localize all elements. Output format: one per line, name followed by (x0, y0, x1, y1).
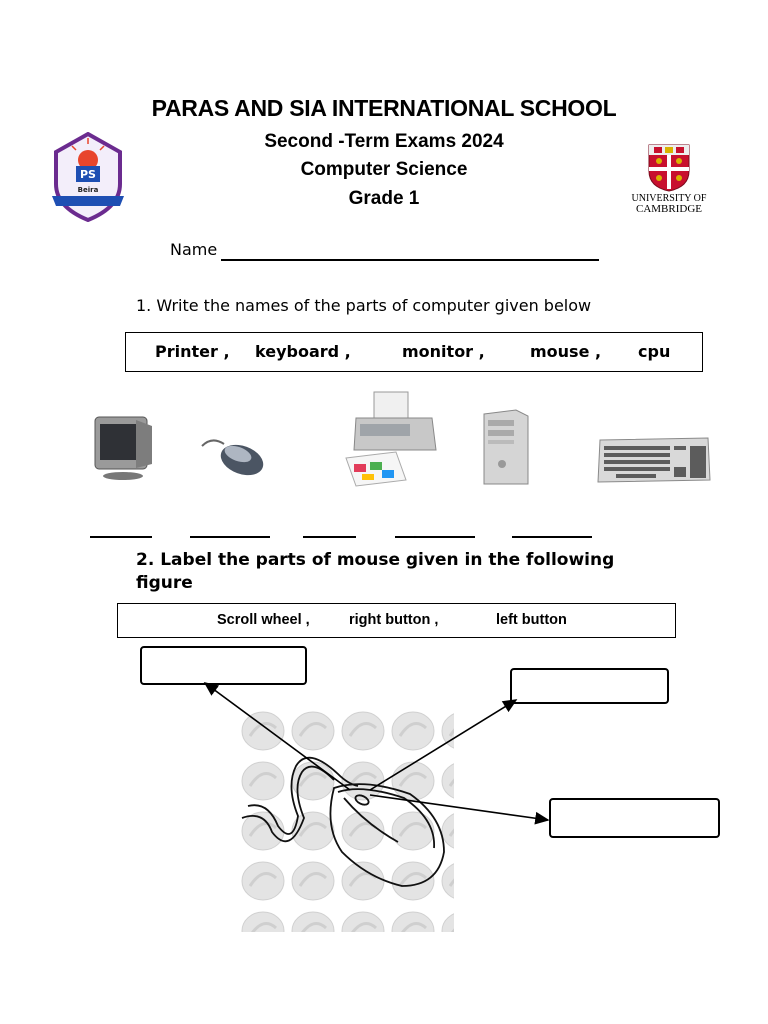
grade-title: Grade 1 (348, 188, 420, 209)
part-right-button: right button , (349, 612, 439, 628)
question-1: 1. Write the names of the parts of computer given below (136, 296, 592, 315)
exam-title: Second -Term Exams 2024 (264, 131, 504, 152)
word-mouse: mouse , (530, 342, 602, 361)
word-cpu: cpu (638, 342, 671, 361)
question-2-number: 2. (136, 550, 155, 570)
word-printer: Printer , (155, 342, 230, 361)
school-name: PARAS AND SIA INTERNATIONAL SCHOOL (151, 95, 617, 121)
cambridge-line1: UNIVERSITY OF (631, 193, 707, 204)
arrow-to-top-left-box (205, 683, 350, 790)
arrow-to-top-right-box (370, 700, 516, 790)
cambridge-line2: CAMBRIDGE (635, 203, 702, 215)
word-keyboard: keyboard , (255, 342, 351, 361)
school-logo-place: Beira (77, 186, 99, 194)
part-scroll-wheel: Scroll wheel , (217, 612, 310, 628)
word-monitor: monitor , (402, 342, 485, 361)
part-left-button: left button (496, 612, 567, 628)
question-2-text: Label the parts of mouse given in the following figure (136, 550, 615, 593)
subject-title: Computer Science (300, 159, 468, 180)
school-logo-text: PS (80, 168, 96, 181)
name-label: Name (170, 240, 218, 259)
arrow-to-right-box (370, 795, 548, 820)
